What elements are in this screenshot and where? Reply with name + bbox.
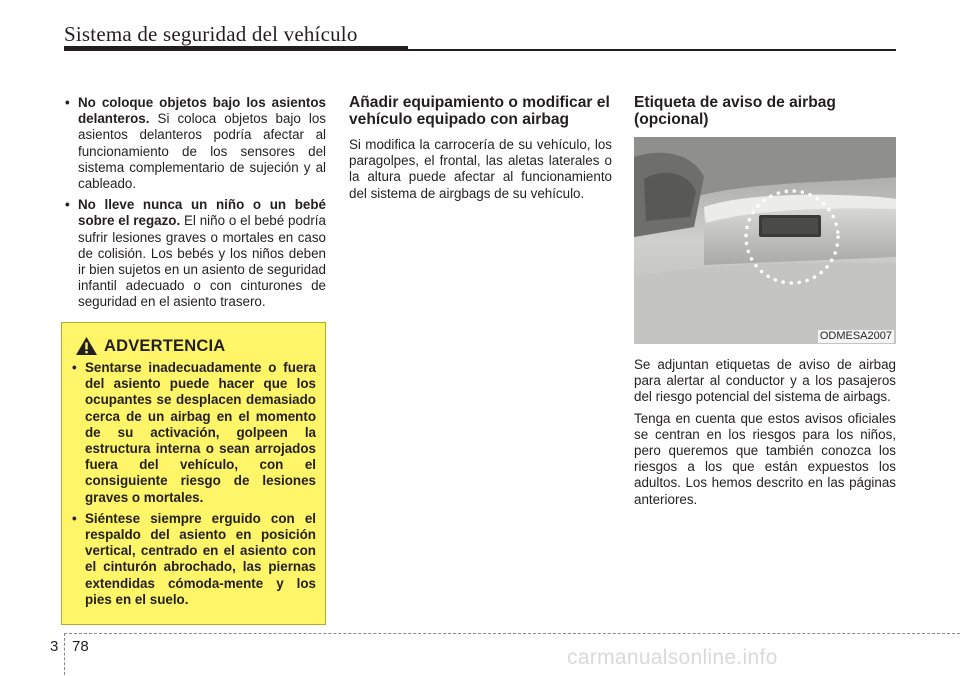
warning-box [61,322,326,625]
header-rule-thin [408,49,896,51]
warning-item-text: Sentarse inadecuadamente o fuera del asiento puede hacer que los ocupantes se desplacen demasiado cerca de un airbag en el momento de su activación, golpeen la estructura interna o sean arrojados fuera del vehículo, con el consiguiente riesgo de lesiones graves o mortales. [85,360,316,505]
warning-item [71,360,316,506]
page-title: Sistema de seguridad del vehículo [64,22,358,46]
header-rule-thick [64,46,408,51]
bullet-item [64,95,326,192]
bullet-dot: • [65,95,70,110]
section-paragraph: Se adjuntan etiquetas de aviso de airbag para alertar al conductor y a los pasajeros del riesgo potencial del sistema de airbags. [634,357,896,405]
footer-rule [64,633,960,634]
bullet-bold-text: No lleve nunca un niño o un bebé sobre el regazo. [78,197,326,229]
bullet-text: Si coloca objetos bajo los asientos delanteros podría afectar al funcionamiento de los sensores del sistema complementario de sujeción y al cableado. [78,111,326,192]
warning-item [71,511,316,608]
bullet-dot: • [65,197,70,213]
warning-triangle-icon [75,336,98,356]
column-3 [634,95,896,513]
section-heading: Etiqueta de aviso de airbag (opcional) [634,94,836,128]
warning-item-text: Siéntese siempre erguido con el respaldo del asiento en posición vertical, centrado en el asiento con el cinturón abrochado, las piernas extendidas cómoda-mente y los pies en el suelo. [85,510,316,607]
column-1 [64,95,326,316]
bullet-dot: • [72,510,77,526]
bullet-dot: • [72,360,77,375]
warning-header [75,336,316,356]
bullet-text: El niño o el bebé podría sufrir lesiones graves o mortales en caso de colisión. Los bebés y los niños deben ir bien sujetos en un asiento de seguridad infantil adecuado o con cinturones de seguridad en el asiento trasero. [78,213,326,310]
watermark-link[interactable]: carmanualsonline.info [567,646,778,669]
section-heading: Añadir equipamiento o modificar el vehículo equipado con airbag [349,94,610,128]
warning-title: ADVERTENCIA [104,336,226,355]
section-paragraph: Tenga en cuenta que estos avisos oficiales se centran en los riesgos para los niños, pero queremos que también conozca los riesgos a los que están expuestos los adultos. Los hemos descrito en las páginas anteriores. [634,410,896,507]
sun-visor-illustration [634,137,896,344]
section-number: 3 [50,638,59,655]
column-2 [349,95,612,207]
footer-divider [64,633,65,675]
bullet-bold-text: No coloque objetos bajo los asientos delanteros. [78,95,326,127]
airbag-label-photo [634,137,896,344]
page-number: 78 [72,638,89,655]
photo-code: ODMESA2007 [819,330,892,342]
section-paragraph: Si modifica la carrocería de su vehículo, los paragolpes, el frontal, las aletas laterales o la altura puede afectar al funcionamiento del sistema de airgbags de su vehículo. [349,137,612,201]
bullet-item [64,197,326,310]
